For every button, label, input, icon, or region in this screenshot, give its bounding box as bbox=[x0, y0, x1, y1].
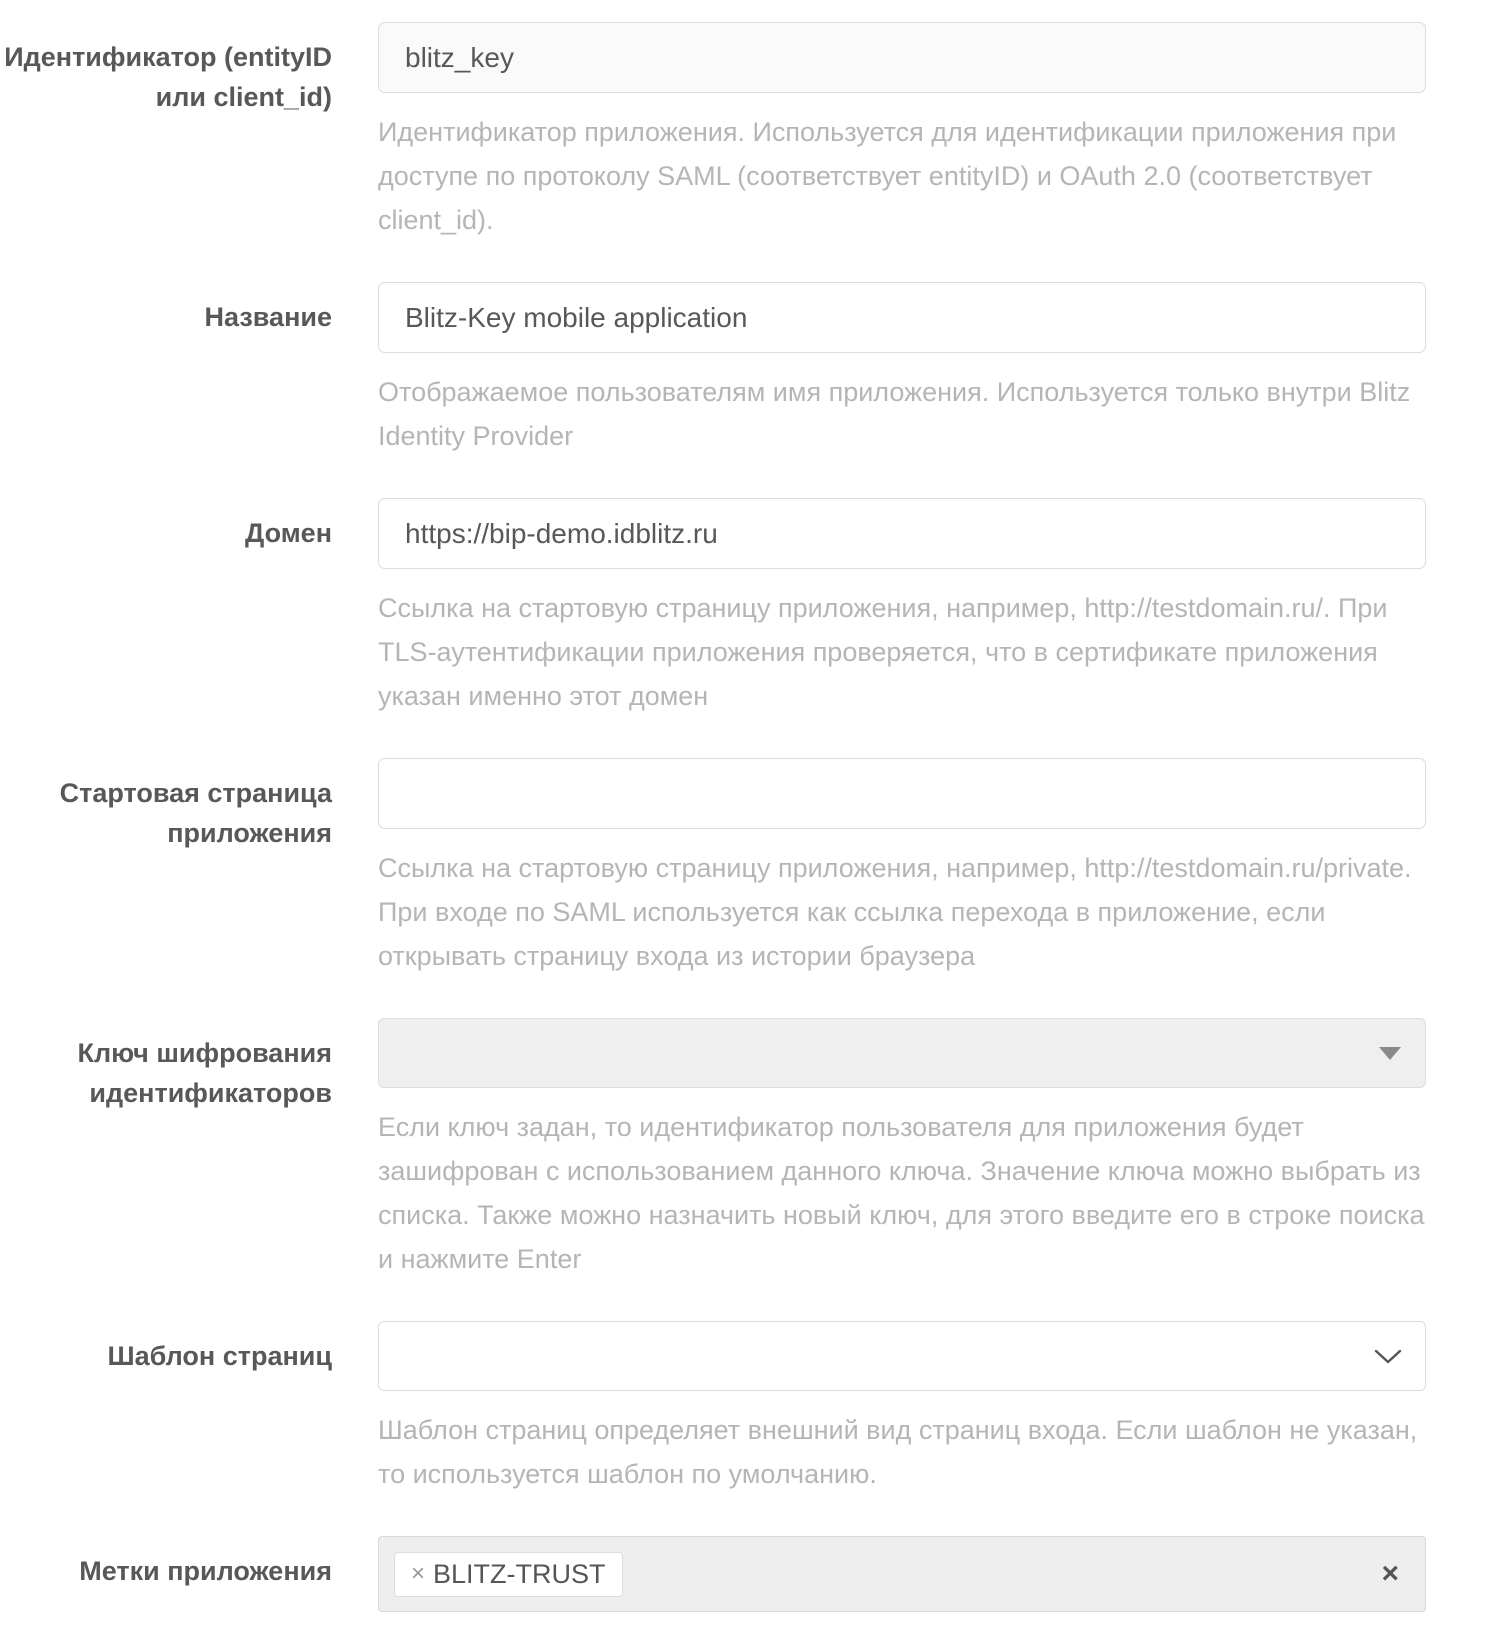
name-help-text: Отображаемое пользователям имя приложения. Используется только внутри Blitz Identity Provider bbox=[378, 377, 1411, 451]
encryption-key-select[interactable] bbox=[378, 1018, 1426, 1088]
form-row-name bbox=[0, 282, 1428, 458]
domain-help-text: Ссылка на стартовую страницу приложения, например, http://testdomain.ru/. При TLS-аутентификации приложения проверяется, что в сертификате приложения указан именно этот домен bbox=[378, 593, 1388, 711]
start-page-help-text: Ссылка на стартовую страницу приложения, например, http://testdomain.ru/private. При входе по SAML используется как ссылка перехода в приложение, если открывать страницу входа из истории браузера bbox=[378, 853, 1412, 971]
form-row-app-labels bbox=[0, 1536, 1428, 1612]
identifier-input[interactable] bbox=[378, 22, 1426, 93]
form-row-identifier bbox=[0, 22, 1428, 242]
tag-remove-icon[interactable]: × bbox=[411, 1560, 426, 1587]
form-row-start-page bbox=[0, 758, 1428, 978]
form-row-domain bbox=[0, 498, 1428, 718]
clear-selection-icon[interactable]: × bbox=[1381, 1557, 1399, 1590]
encryption-key-label: Ключ шифрования идентификаторов bbox=[77, 1038, 332, 1108]
name-input[interactable] bbox=[378, 282, 1426, 353]
start-page-input[interactable] bbox=[378, 758, 1426, 829]
identifier-help-text: Идентификатор приложения. Используется для идентификации приложения при доступе по протоколу SAML (соответствует entityID) и OAuth 2.0 (соответствует client_id). bbox=[378, 117, 1397, 235]
domain-input[interactable] bbox=[378, 498, 1426, 569]
name-label: Название bbox=[204, 302, 332, 332]
start-page-label: Стартовая страница приложения bbox=[59, 778, 332, 848]
chevron-down-icon bbox=[1373, 1348, 1403, 1371]
app-labels-tags-input[interactable] bbox=[378, 1536, 1426, 1612]
page-template-help-text: Шаблон страниц определяет внешний вид страниц входа. Если шаблон не указан, то используется шаблон по умолчанию. bbox=[378, 1415, 1418, 1489]
identifier-label: Идентификатор (entityID или client_id) bbox=[4, 42, 332, 112]
caret-down-icon bbox=[1379, 1047, 1401, 1060]
encryption-key-help-text: Если ключ задан, то идентификатор пользователя для приложения будет зашифрован с использованием данного ключа. Значение ключа можно выбрать из списка. Также можно назначить новый ключ, для этого введите его в строке поиска и нажмите Enter bbox=[378, 1112, 1425, 1274]
tag-chip-label: BLITZ-TRUST bbox=[433, 1558, 606, 1589]
form-row-page-template bbox=[0, 1321, 1428, 1496]
tag-chip bbox=[394, 1552, 623, 1597]
app-labels-label: Метки приложения bbox=[79, 1556, 332, 1586]
domain-label: Домен bbox=[245, 518, 332, 548]
page-template-select[interactable] bbox=[378, 1321, 1426, 1391]
form-row-encryption-key bbox=[0, 1018, 1428, 1281]
page-template-label: Шаблон страниц bbox=[107, 1341, 332, 1371]
